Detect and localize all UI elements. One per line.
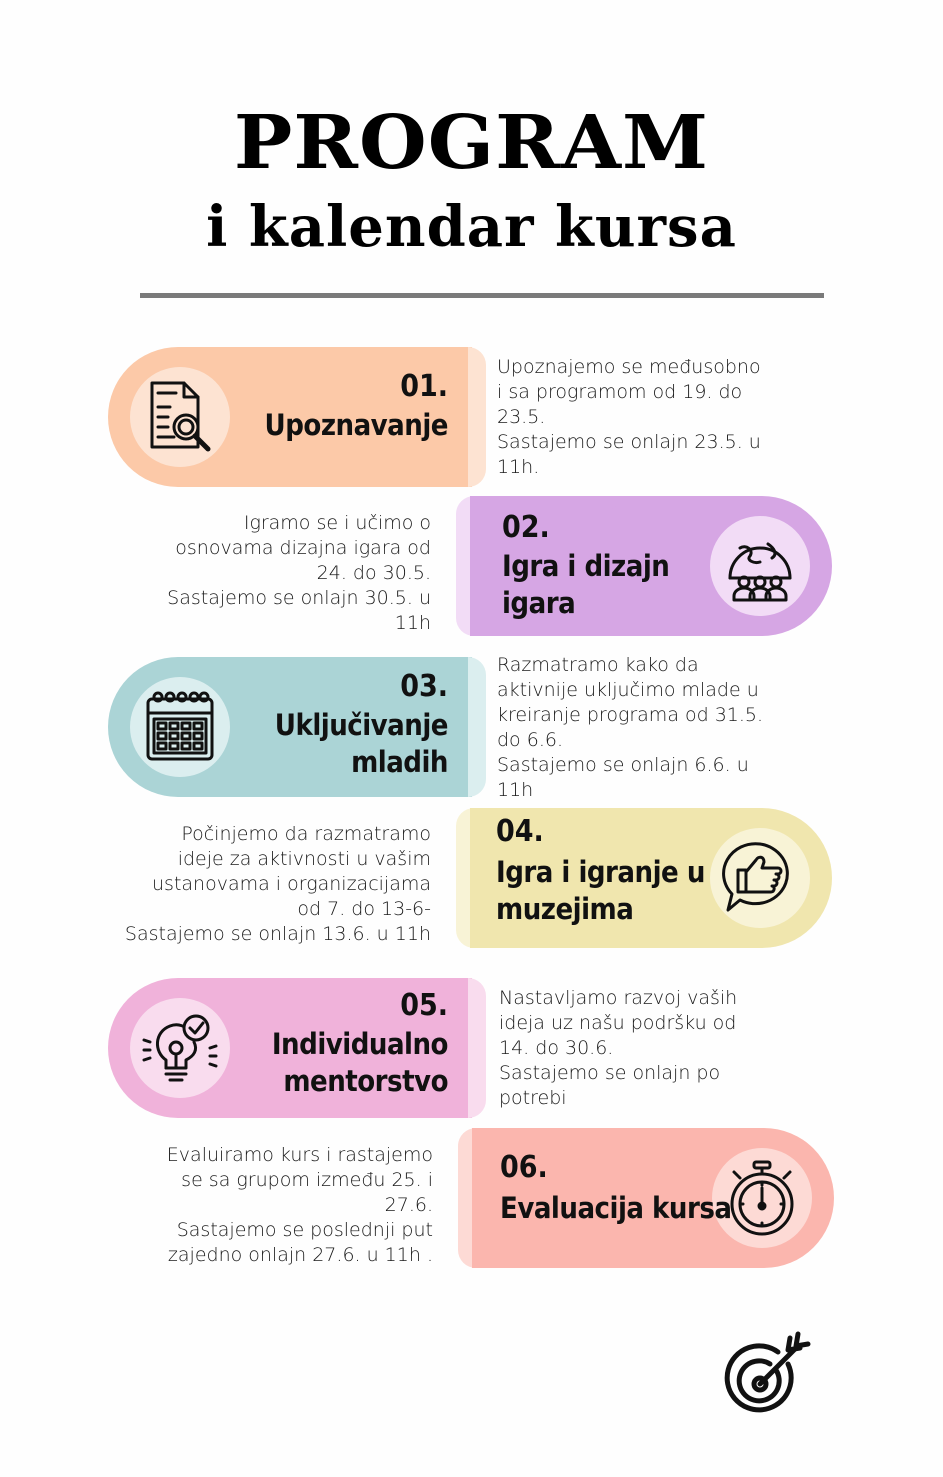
step-3-label-line2: mladih bbox=[351, 745, 448, 779]
step-3-number: 03. bbox=[400, 669, 448, 704]
step-4-label-line2: muzejima bbox=[496, 892, 634, 926]
globe-group-icon bbox=[710, 516, 810, 616]
thumbs-up-speech-icon bbox=[710, 828, 810, 928]
step-2-label-line1: Igra i dizajn bbox=[502, 549, 670, 583]
step-6-label: Evaluacija kursa bbox=[500, 1191, 732, 1225]
step-3-label-line1: Uključivanje bbox=[274, 708, 448, 742]
page-subtitle: i kalendar kursa bbox=[206, 194, 737, 260]
step-5-number: 05. bbox=[400, 988, 448, 1023]
document-search-icon bbox=[130, 367, 230, 467]
step-4-description: Počinjemo da razmatramo ideje za aktivnosti u vašim ustanovama i organizacijama od 7. do 13-6- Sastajemo se onlajn 13.6. u 11h bbox=[124, 823, 431, 945]
target-arrow-icon bbox=[722, 1330, 814, 1422]
divider bbox=[140, 293, 824, 298]
step-5-pill bbox=[108, 978, 472, 1118]
lightbulb-check-icon bbox=[130, 998, 230, 1098]
step-3-description: Razmatramo kako da aktivnije uključimo mlade u kreiranje programa od 31.5. do 6.6. Sastajemo se onlajn 6.6. u 11h bbox=[497, 654, 764, 801]
step-6-number: 06. bbox=[500, 1150, 548, 1185]
step-2-label-line2: igara bbox=[502, 586, 576, 620]
step-4-label-line1: Igra i igranje u bbox=[496, 855, 705, 889]
step-1-pill bbox=[108, 347, 472, 487]
page-title: PROGRAM bbox=[233, 100, 710, 186]
step-5-label-line2: mentorstvo bbox=[283, 1064, 448, 1098]
step-3-pill bbox=[108, 657, 472, 797]
step-5-description: Nastavljamo razvoj vaših ideja uz našu podršku od 14. do 30.6. Sastajemo se onlajn po potrebi bbox=[499, 987, 738, 1109]
step-1-description: Upoznajemo se međusobno i sa programom od 19. do 23.5. Sastajemo se onlajn 23.5. u 11h. bbox=[497, 356, 761, 478]
step-2-pill bbox=[470, 496, 832, 636]
calendar-icon bbox=[130, 677, 230, 777]
step-2-description: Igramo se i učimo o osnovama dizajna igara od 24. do 30.5. Sastajemo se onlajn 30.5. u 11h bbox=[167, 512, 431, 634]
step-4-number: 04. bbox=[496, 814, 544, 849]
step-1-label: Upoznavanje bbox=[264, 408, 448, 442]
step-5-label-line1: Individualno bbox=[271, 1027, 448, 1061]
step-4-pill bbox=[470, 808, 832, 948]
step-6-pill bbox=[472, 1128, 834, 1268]
step-2-number: 02. bbox=[502, 510, 550, 545]
step-1-number: 01. bbox=[400, 369, 448, 404]
step-6-description: Evaluiramo kurs i rastajemo se sa grupom između 25. i 27.6. Sastajemo se poslednji put zajedno onlajn 27.6. u 11h . bbox=[166, 1144, 433, 1266]
